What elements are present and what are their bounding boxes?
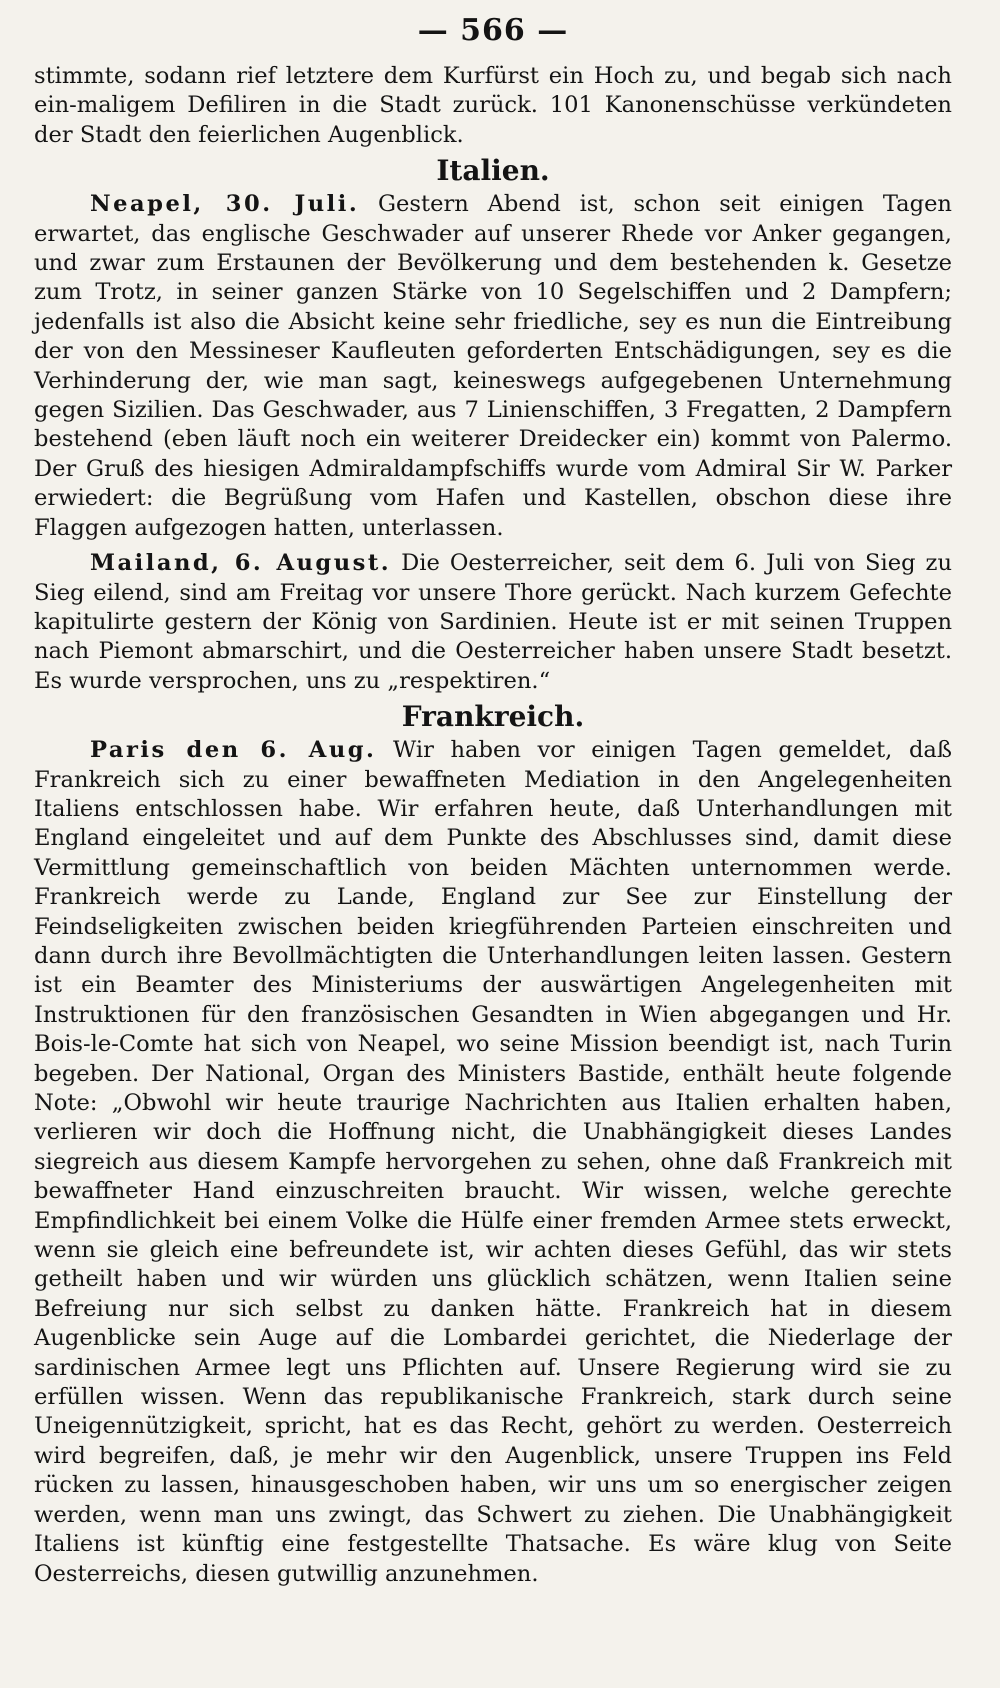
dateline-mailand: Mailand, 6. August.	[90, 550, 392, 577]
section-heading-italien: Italien.	[436, 154, 550, 188]
opening-paragraph	[34, 62, 952, 150]
article-mailand	[34, 549, 952, 696]
newspaper-page	[34, 0, 952, 1688]
article-paris	[34, 736, 952, 1589]
page-number: — 566 —	[417, 13, 569, 48]
section-heading-frankreich: Frankreich.	[401, 700, 585, 734]
article-paris-text: Wir haben vor einigen Tagen gemeldet, daß Frankreich sich zu einer bewaffneten Mediation in den Angelegenheiten Italiens entschlossen habe. Wir erfahren heute, daß Unterhandlungen mit England eingeleitet und auf dem Punkte des Abschlusses sind, damit diese Vermittlung gemeinschaftlich von beiden Mächten unternommen werde. Frankreich werde zu Lande, England zur See zur Einstellung der Feindseligkeiten zwischen beiden kriegführenden Parteien einschreiten und dann durch ihre Bevollmächtigten die Unterhandlungen leiten lassen. Gestern ist ein Beamter des Ministeriums der auswärtigen Angelegenheiten mit Instruktionen für den französischen Gesandten in Wien abgegangen und Hr. Bois-le-Comte hat sich von Neapel, wo seine Mission beendigt ist, nach Turin begeben. Der National, Organ des Ministers Bastide, enthält heute folgende Note: „Obwohl wir heute traurige Nachrichten aus Italien erhalten haben, verlieren wir doch die Hoffnung nicht, die Unabhängigkeit dieses Landes siegreich aus diesem Kampfe hervorgehen zu sehen, ohne daß Frankreich mit bewaffneter Hand einzuschreiten braucht. Wir wissen, welche gerechte Empfindlichkeit bei einem Volke die Hülfe einer fremden Armee stets erweckt, wenn sie gleich eine befreundete ist, wir achten dieses Gefühl, das wir stets getheilt haben und wir würden uns glücklich schätzen, wenn Italien seine Befreiung nur sich selbst zu danken hätte. Frankreich hat in diesem Augenblicke sein Auge auf die Lombardei gerichtet, die Niederlage der sardinischen Armee legt uns Pflichten auf. Unsere Regierung wird sie zu erfüllen wissen. Wenn das republikanische Frankreich, stark durch seine Uneigennützigkeit, spricht, hat es das Recht, gehört zu werden. Oesterreich wird begreifen, daß, je mehr wir den Augenblick, unsere Truppen ins Feld rücken zu lassen, hinausgeschoben haben, wir uns um so energischer zeigen werden, wenn man uns zwingt, das Schwert zu ziehen. Die Unabhängigkeit Italiens ist künftig eine festgestellte Thatsache. Es wäre klug von Seite Oesterreichs, diesen gutwillig anzunehmen.	[34, 737, 952, 1587]
article-neapel	[34, 190, 952, 543]
opening-paragraph-text: stimmte, sodann rief letztere dem Kurfürst ein Hoch zu, und begab sich nach ein-maligem Defiliren in die Stadt zurück. 101 Kanonenschüsse verkündeten der Stadt den feierlichen Augenblick.	[34, 63, 952, 148]
dateline-paris: Paris den 6. Aug.	[90, 737, 377, 764]
dateline-neapel: Neapel, 30. Juli.	[90, 191, 360, 218]
article-mailand-text: Die Oesterreicher, seit dem 6. Juli von Sieg zu Sieg eilend, sind am Freitag vor unsere Thore gerückt. Nach kurzem Gefechte kapitulirte gestern der König von Sardinien. Heute ist er mit seinen Truppen nach Piemont abmarschirt, und die Oesterreicher haben unsere Stadt besetzt. Es wurde versprochen, uns zu „respektiren.“	[34, 550, 952, 694]
article-neapel-text: Gestern Abend ist, schon seit einigen Tagen erwartet, das englische Geschwader auf unserer Rhede vor Anker gegangen, und zwar zum Erstaunen der Bevölkerung und dem bestehenden k. Gesetze zum Trotz, in seiner ganzen Stärke von 10 Segelschiffen und 2 Dampfern; jedenfalls ist also die Absicht keine sehr friedliche, sey es nun die Eintreibung der von den Messineser Kaufleuten geforderten Entschädigungen, sey es die Verhinderung der, wie man sagt, keineswegs aufgegebenen Unternehmung gegen Sizilien. Das Geschwader, aus 7 Linienschiffen, 3 Fregatten, 2 Dampfern bestehend (eben läuft noch ein weiterer Dreidecker ein) kommt von Palermo. Der Gruß des hiesigen Admiraldampfschiffs wurde vom Admiral Sir W. Parker erwiedert: die Begrüßung vom Hafen und Kastellen, obschon diese ihre Flaggen aufgezogen hatten, unterlassen.	[34, 191, 952, 541]
